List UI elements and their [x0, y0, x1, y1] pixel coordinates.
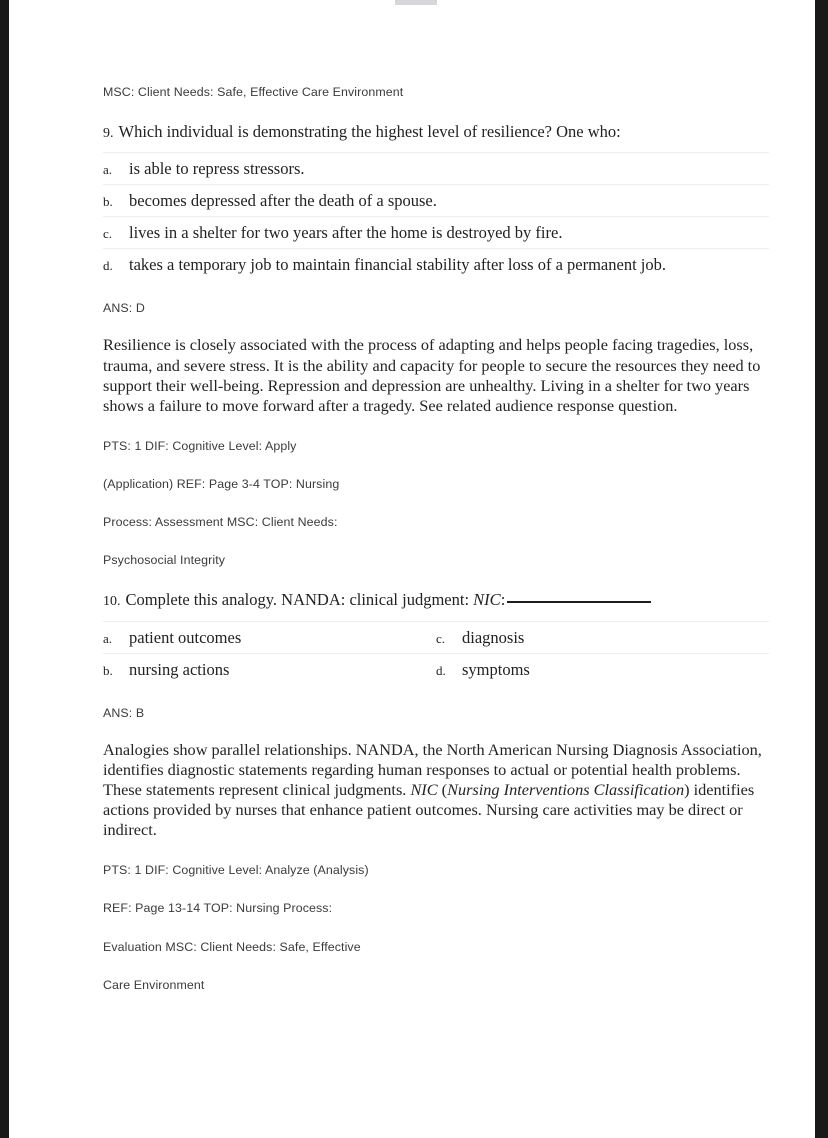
option-c[interactable] [103, 223, 769, 243]
question-9-answer: ANS: D [103, 301, 145, 316]
option-row[interactable] [103, 184, 769, 216]
question-10-meta [103, 862, 769, 993]
option-label: symptoms [462, 659, 530, 679]
option-letter: b. [103, 662, 113, 678]
page-gutter-left [0, 0, 9, 1138]
option-letter: a. [103, 162, 113, 178]
question-10-options [103, 621, 769, 685]
option-letter: a. [103, 630, 113, 646]
option-row[interactable] [103, 248, 769, 280]
question-10-stem-italic: NIC [473, 590, 501, 610]
option-letter: d. [436, 662, 446, 678]
rationale-part-3: ) identifies actions provided by nurses that enhance patient outcomes. Nursing care activities may be direct or indirect. [103, 779, 755, 840]
option-letter: c. [103, 226, 113, 242]
question-10-stem-tail: : [500, 590, 506, 610]
option-row[interactable] [103, 621, 769, 653]
question-9-meta [103, 438, 769, 569]
question-10-stem [126, 590, 652, 610]
option-c[interactable] [436, 628, 769, 648]
fill-in-blank[interactable] [507, 601, 651, 603]
option-row[interactable] [103, 152, 769, 184]
option-d[interactable] [103, 255, 769, 275]
option-row[interactable] [103, 653, 769, 685]
meta-line-pts: PTS: 1 DIF: Cognitive Level: Analyze (Analysis) [103, 863, 369, 878]
rationale-part-1: Analogies show parallel relationships. NANDA, the North American Nursing Diagnosis Association, identifies diagnostic statements regarding human responses to actual or potential health problems. These statements represent clinical judgments. [103, 739, 762, 799]
option-d[interactable] [436, 660, 769, 680]
option-label: patient outcomes [129, 627, 242, 647]
question-9-rationale: Resilience is closely associated with the process of adapting and helps people facing tragedies, loss, trauma, and severe stress. It is the ability and capacity for people to secure the resources they need to support their well-being. Repression and depression are unhealthy. Living in a shelter for two years shows a failure to move forward after a tragedy. See related audience response question. [103, 335, 761, 415]
option-label: becomes depressed after the death of a spouse. [129, 191, 437, 211]
option-letter: b. [103, 194, 113, 210]
option-letter: c. [436, 630, 446, 646]
option-a[interactable] [103, 628, 436, 648]
question-10-rationale [103, 740, 769, 841]
option-letter: d. [103, 258, 113, 274]
option-b[interactable] [103, 191, 769, 211]
meta-line-process: Process: Assessment MSC: Client Needs: [103, 515, 338, 530]
rationale-italic-nic-expansion: Nursing Interventions Classification [447, 779, 685, 799]
question-9-options [103, 152, 769, 280]
option-label: diagnosis [462, 627, 525, 647]
question-10 [103, 590, 769, 610]
question-10-answer: ANS: B [103, 705, 145, 720]
option-b[interactable] [103, 660, 436, 680]
option-label: takes a temporary job to maintain financial stability after loss of a permanent job. [129, 255, 666, 275]
question-9-number: 9. [103, 126, 114, 142]
rationale-italic-nic: NIC [410, 779, 438, 799]
meta-line-ref: REF: Page 13-14 TOP: Nursing Process: [103, 901, 333, 916]
option-label: nursing actions [129, 659, 230, 679]
top-edge-stub [395, 0, 437, 5]
page-gutter-right [815, 0, 828, 1138]
meta-line-integrity: Psychosocial Integrity [103, 553, 226, 568]
document-body [103, 84, 769, 993]
meta-line-pts: PTS: 1 DIF: Cognitive Level: Apply [103, 438, 297, 453]
question-9 [103, 122, 769, 142]
question-10-stem-text: Complete this analogy. NANDA: clinical judgment: [125, 590, 474, 610]
question-10-number: 10. [103, 594, 121, 610]
rationale-part-2: ( [437, 779, 448, 799]
option-row[interactable] [103, 216, 769, 248]
meta-line-ref: (Application) REF: Page 3-4 TOP: Nursing [103, 477, 340, 491]
document-page [9, 0, 815, 1138]
meta-line-evaluation: Evaluation MSC: Client Needs: Safe, Effective [103, 939, 361, 954]
question-9-stem: Which individual is demonstrating the highest level of resilience? One who: [118, 122, 621, 142]
option-label: is able to repress stressors. [129, 159, 305, 179]
option-a[interactable] [103, 159, 769, 179]
option-label: lives in a shelter for two years after the home is destroyed by fire. [129, 223, 563, 243]
meta-line-care-environment: Care Environment [103, 977, 205, 992]
header-meta-line: MSC: Client Needs: Safe, Effective Care Environment [103, 85, 404, 99]
